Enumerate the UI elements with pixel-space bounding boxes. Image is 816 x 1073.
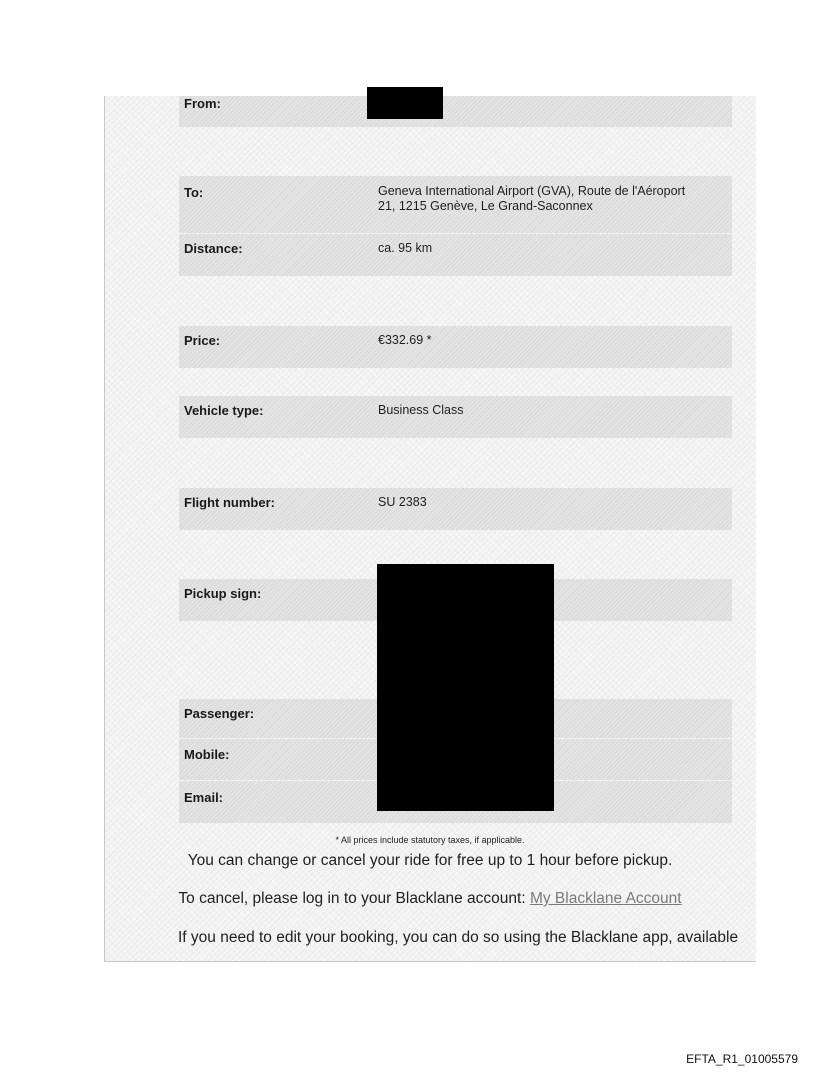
price-label: Price: (184, 333, 221, 348)
flight-number-label: Flight number: (184, 495, 275, 510)
passenger-label: Passenger: (184, 706, 255, 721)
from-label: From: (184, 96, 221, 111)
price-value: €332.69 * (378, 333, 432, 347)
flight-number-value: SU 2383 (378, 495, 427, 509)
cancel-notice-text: To cancel, please log in to your Blacklane account: (178, 890, 530, 907)
distance-value: ca. 95 km (378, 241, 433, 255)
price-row (179, 326, 732, 368)
mobile-label: Mobile: (184, 747, 230, 762)
document-id: EFTA_R1_01005579 (686, 1052, 798, 1066)
change-notice: You can change or cancel your ride for free up to 1 hour before pickup. (187, 852, 673, 869)
email-label: Email: (184, 790, 224, 805)
tax-footnote: * All prices include statutory taxes, if applicable. (335, 835, 525, 845)
cancel-notice (104, 890, 756, 908)
edit-notice: If you need to edit your booking, you can do so using the Blacklane app, available (178, 929, 739, 946)
distance-label: Distance: (184, 241, 243, 256)
my-blacklane-account-link[interactable]: My Blacklane Account (529, 890, 682, 907)
from-row (179, 96, 732, 127)
to-label: To: (184, 185, 204, 200)
vehicle-type-label: Vehicle type: (184, 403, 264, 418)
to-value-line1: Geneva International Airport (GVA), Route de l'Aéroport (378, 184, 686, 198)
personal-details-redaction (377, 564, 554, 811)
distance-row (179, 234, 732, 276)
vehicle-type-value: Business Class (378, 403, 464, 417)
pickup-sign-label: Pickup sign: (184, 586, 262, 601)
from-redaction (367, 87, 443, 119)
to-value-line2: 21, 1215 Genève, Le Grand-Saconnex (378, 199, 593, 213)
